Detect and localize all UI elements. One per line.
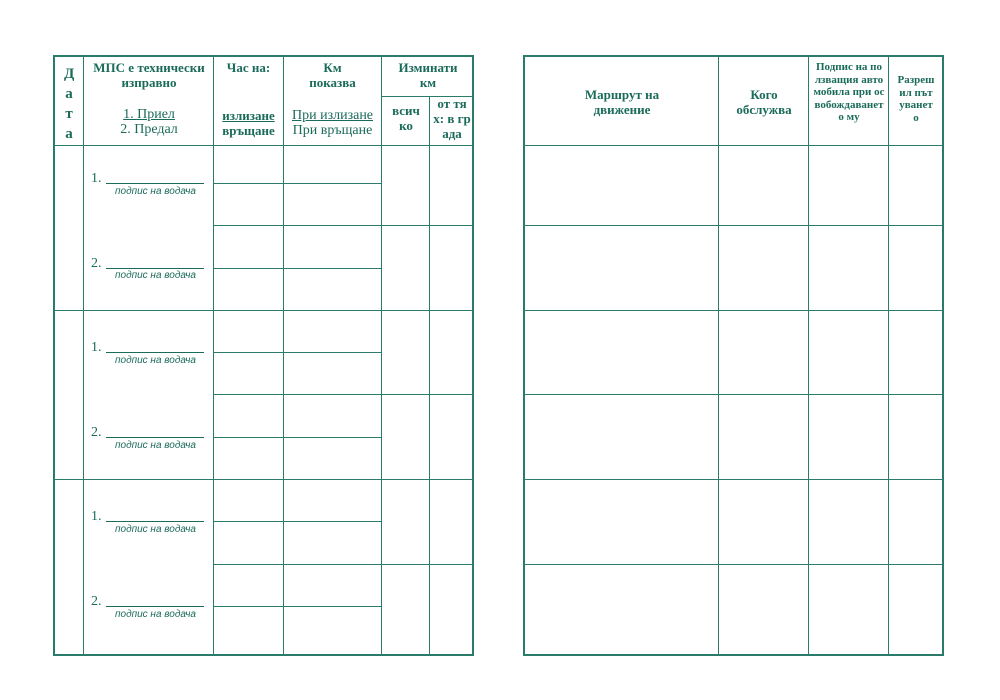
handed-label: 2. Предал: [120, 122, 178, 137]
header-time-label: Час на:: [226, 60, 271, 75]
sig-caption: подпис на водача: [115, 524, 196, 535]
header-km-label: Км показва: [309, 60, 356, 90]
received-label: 1. Приел: [123, 107, 175, 122]
sig-caption: подпис на водача: [115, 609, 196, 620]
header-permit: [890, 74, 942, 124]
sig-number-1: 1.: [91, 509, 102, 524]
header-mps-label: МПС е технически изправно: [93, 60, 205, 90]
header-total-label: всичко: [392, 103, 420, 133]
sig-caption: подпис на водача: [115, 186, 196, 197]
header-in-city: [431, 96, 473, 141]
sig-caption: подпис на водача: [115, 355, 196, 366]
departure-label: излизане: [222, 108, 275, 123]
header-time: [214, 60, 283, 138]
sig-line[interactable]: [106, 437, 204, 438]
sig-line[interactable]: [106, 183, 204, 184]
sig-line[interactable]: [106, 521, 204, 522]
sig-caption: подпис на водача: [115, 440, 196, 451]
header-permit-label: Разрешил пътуването: [897, 74, 935, 124]
header-traveled: [384, 60, 472, 90]
sig-number-2: 2.: [91, 594, 102, 609]
sig-line[interactable]: [106, 352, 204, 353]
km-departure-label: При излизане: [291, 108, 374, 123]
header-mps: [86, 60, 212, 137]
header-in-city-label: от тях: в града: [433, 96, 471, 141]
sig-line[interactable]: [106, 268, 204, 269]
header-total: [384, 103, 428, 133]
sig-number-1: 1.: [91, 171, 102, 186]
header-served-label: Кого обслужва: [736, 87, 792, 117]
header-route: [560, 87, 684, 117]
header-served: [722, 87, 806, 117]
header-signature: [810, 61, 888, 124]
header-signature-label: Подпис на ползващия автомобила при освобождаването му: [813, 61, 885, 123]
header-date-label: Дата: [64, 66, 75, 142]
sig-number-2: 2.: [91, 256, 102, 271]
header-route-label: Маршрут на движение: [584, 87, 660, 117]
header-km: [284, 60, 381, 138]
header-date: [56, 64, 82, 144]
sig-line[interactable]: [106, 606, 204, 607]
km-return-label: При връщане: [292, 123, 373, 138]
sig-caption: подпис на водача: [115, 270, 196, 281]
sig-number-1: 1.: [91, 340, 102, 355]
sig-number-2: 2.: [91, 425, 102, 440]
header-traveled-label: Изминати км: [398, 60, 458, 90]
return-label: връщане: [222, 123, 275, 138]
